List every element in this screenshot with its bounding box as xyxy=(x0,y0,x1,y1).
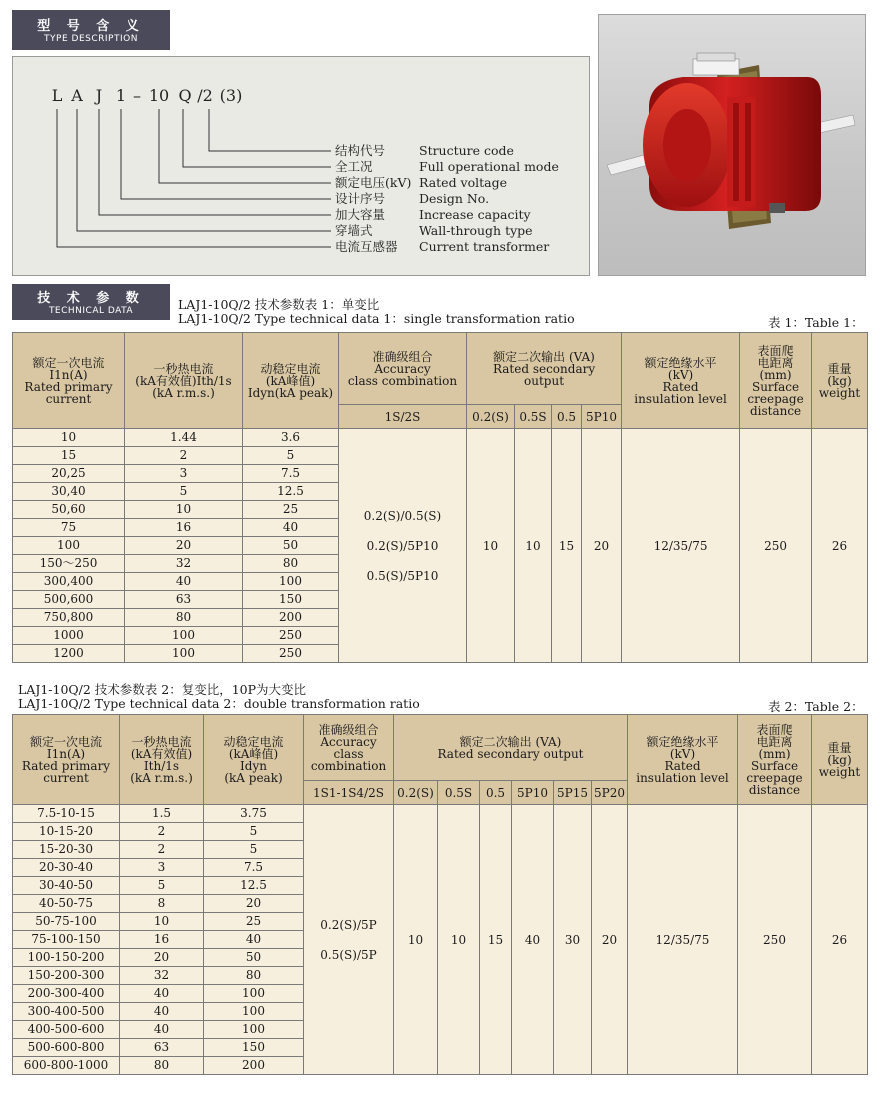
t2-output-value-4: 40 xyxy=(512,805,554,1075)
thermal-current-cell: 2 xyxy=(120,823,204,841)
primary-current-cell: 150～250 xyxy=(13,555,125,573)
dynamic-current-cell: 5 xyxy=(204,823,304,841)
t1-output-value-2: 10 xyxy=(515,429,552,663)
t2-header-output-05s: 0.5S xyxy=(438,781,480,805)
primary-current-cell: 1000 xyxy=(13,627,125,645)
t1-header-primary-line: I1n(A) xyxy=(49,367,88,382)
dynamic-current-cell: 20 xyxy=(204,895,304,913)
t1-header-output-5p10: 5P10 xyxy=(582,405,622,429)
table-row xyxy=(13,429,868,447)
t1-header-insulation-line: (kV) xyxy=(667,367,694,382)
t1-weight-value: 26 xyxy=(812,429,868,663)
dynamic-current-cell: 100 xyxy=(204,1003,304,1021)
t2-output-value-5: 30 xyxy=(554,805,592,1075)
t2-header-insulation-level xyxy=(628,715,738,805)
model-code-leader-line xyxy=(77,109,331,231)
technical-data-title-en: TECHNICAL DATA xyxy=(48,306,134,316)
primary-current-cell: 50-75-100 xyxy=(13,913,120,931)
model-code-panel xyxy=(12,56,590,276)
dynamic-current-cell: 5 xyxy=(243,447,339,465)
t1-header-dynamic-line: 动稳定电流 xyxy=(260,361,321,376)
t2-header-dynamic-line: (kA峰值) xyxy=(228,746,279,761)
t2-header-dynamic-current xyxy=(204,715,304,805)
thermal-current-cell: 8 xyxy=(120,895,204,913)
thermal-current-cell: 2 xyxy=(120,841,204,859)
t1-header-insulation-line: insulation level xyxy=(634,391,727,406)
t1-output-value-3: 15 xyxy=(552,429,582,663)
technical-data-table-2 xyxy=(12,714,868,1075)
thermal-current-cell: 32 xyxy=(125,555,243,573)
model-code-item-en: Current transformer xyxy=(419,239,550,254)
dynamic-current-cell: 250 xyxy=(243,645,339,663)
primary-current-cell: 100-150-200 xyxy=(13,949,120,967)
product-photo xyxy=(598,14,866,276)
t1-header-dynamic-line: (kA峰值) xyxy=(265,373,316,388)
model-code-item-en: Structure code xyxy=(419,143,514,158)
primary-current-cell: 75 xyxy=(13,519,125,537)
t2-header-thermal-line: 一秒热电流 xyxy=(131,734,192,749)
model-code-leader-line xyxy=(183,109,331,167)
t2-header-accuracy-line: Accuracy xyxy=(320,734,377,749)
t2-header-creepage-line: distance xyxy=(748,782,801,797)
t2-header-weight-line: (kg) xyxy=(827,752,852,767)
thermal-current-cell: 10 xyxy=(125,501,243,519)
t1-header-primary-current xyxy=(13,333,125,429)
dynamic-current-cell: 200 xyxy=(204,1057,304,1075)
t2-header-creepage-line: creepage xyxy=(746,770,803,785)
primary-current-cell: 750,800 xyxy=(13,609,125,627)
model-code-item-cn: 设计序号 xyxy=(335,191,386,206)
t1-header-dynamic-current xyxy=(243,333,339,429)
dynamic-current-cell: 5 xyxy=(204,841,304,859)
table1-caption-cn: LAJ1-10Q/2 技术参数表 1：单变比 xyxy=(178,297,380,312)
dynamic-current-cell: 25 xyxy=(204,913,304,931)
model-code-item-cn: 加大容量 xyxy=(335,207,386,222)
type-description-title-cn: 型 号 含 义 xyxy=(37,19,145,34)
t2-header-creepage-line: 电距离 xyxy=(756,734,793,749)
dynamic-current-cell: 100 xyxy=(204,985,304,1003)
t2-header-weight-line: weight xyxy=(818,764,861,779)
t2-header-insulation-line: 额定绝缘水平 xyxy=(646,734,719,749)
primary-current-cell: 20,25 xyxy=(13,465,125,483)
dynamic-current-cell: 200 xyxy=(243,609,339,627)
t1-header-creepage-line: creepage xyxy=(747,391,804,406)
t1-header-output-02s: 0.2(S) xyxy=(467,405,515,429)
model-code-char: A xyxy=(71,86,83,105)
primary-current-cell: 50,60 xyxy=(13,501,125,519)
thermal-current-cell: 16 xyxy=(120,931,204,949)
thermal-current-cell: 1.44 xyxy=(125,429,243,447)
primary-current-cell: 15 xyxy=(13,447,125,465)
t2-header-output-5p15: 5P15 xyxy=(554,781,592,805)
t2-header-output-05: 0.5 xyxy=(480,781,512,805)
model-code-char: J xyxy=(95,86,103,105)
t1-header-insulation-line: Rated xyxy=(662,379,699,394)
t2-header-insulation-line: (kV) xyxy=(669,746,696,761)
t2-header-thermal-current xyxy=(120,715,204,805)
t2-header-output-line: 额定二次输出 (VA) xyxy=(459,734,562,749)
t1-header-output-line: output xyxy=(524,373,565,388)
t2-header-accuracy-sub: 1S1-1S4/2S xyxy=(304,781,394,805)
thermal-current-cell: 40 xyxy=(120,1021,204,1039)
t1-header-weight-line: weight xyxy=(818,385,861,400)
model-code-char: /2 xyxy=(197,86,213,105)
thermal-current-cell: 40 xyxy=(120,985,204,1003)
t1-header-accuracy-line: Accuracy xyxy=(374,361,431,376)
t2-header-dynamic-line: Idyn xyxy=(240,758,267,773)
thermal-current-cell: 40 xyxy=(125,573,243,591)
dynamic-current-cell: 12.5 xyxy=(204,877,304,895)
thermal-current-cell: 80 xyxy=(125,609,243,627)
dynamic-current-cell: 12.5 xyxy=(243,483,339,501)
model-code-leader-line xyxy=(57,109,331,247)
t1-header-dynamic-line: Idyn(kA peak) xyxy=(247,385,334,400)
thermal-current-cell: 80 xyxy=(120,1057,204,1075)
t1-header-creepage-line: (mm) xyxy=(759,367,792,382)
model-code-char: Q xyxy=(178,86,192,105)
table2-label: 表 2：Table 2： xyxy=(768,699,864,714)
primary-current-cell: 1200 xyxy=(13,645,125,663)
model-code-item-en: Rated voltage xyxy=(419,175,508,190)
table1-label: 表 1：Table 1： xyxy=(768,315,864,330)
t1-header-weight xyxy=(812,333,868,429)
thermal-current-cell: 16 xyxy=(125,519,243,537)
t2-output-value-6: 20 xyxy=(592,805,628,1075)
model-code-char: (3) xyxy=(219,86,243,105)
dynamic-current-cell: 40 xyxy=(243,519,339,537)
thermal-current-cell: 1.5 xyxy=(120,805,204,823)
dynamic-current-cell: 80 xyxy=(243,555,339,573)
model-code-char: L xyxy=(51,86,63,105)
primary-current-cell: 600-800-1000 xyxy=(13,1057,120,1075)
t1-header-creepage-line: 表面爬 xyxy=(757,343,794,358)
model-code-char: 1 xyxy=(115,86,127,105)
t2-header-thermal-line: (kA r.m.s.) xyxy=(130,770,193,785)
t2-header-thermal-line: Ith/1s xyxy=(143,758,180,773)
t2-header-primary-line: current xyxy=(43,770,89,785)
t1-header-accuracy-sub: 1S/2S xyxy=(339,405,467,429)
primary-current-cell: 7.5-10-15 xyxy=(13,805,120,823)
table2-caption-cn: LAJ1-10Q/2 技术参数表 2：复变比，10P为大变比 xyxy=(18,682,307,697)
t1-header-output-05s: 0.5S xyxy=(515,405,552,429)
t1-header-creepage-line: 电距离 xyxy=(757,355,794,370)
technical-data-header xyxy=(12,284,170,320)
dynamic-current-cell: 40 xyxy=(204,931,304,949)
t2-header-creepage-distance xyxy=(738,715,812,805)
model-code-item-en: Full operational mode xyxy=(419,159,559,174)
dynamic-current-cell: 25 xyxy=(243,501,339,519)
dynamic-current-cell: 50 xyxy=(204,949,304,967)
t2-header-output-5p20: 5P20 xyxy=(592,781,628,805)
t2-weight-value: 26 xyxy=(812,805,868,1075)
t2-header-creepage-line: Surface xyxy=(750,758,799,773)
t2-header-insulation-line: insulation level xyxy=(636,770,729,785)
dynamic-current-cell: 100 xyxy=(204,1021,304,1039)
t2-header-thermal-line: (kA有效值) xyxy=(130,746,193,761)
t1-header-insulation-level xyxy=(622,333,740,429)
t1-header-creepage-line: Surface xyxy=(751,379,800,394)
model-code-item-cn: 全工况 xyxy=(335,159,373,174)
t2-header-insulation-line: Rated xyxy=(664,758,701,773)
model-code-item-en: Design No. xyxy=(419,191,490,206)
dynamic-current-cell: 3.6 xyxy=(243,429,339,447)
t2-header-output-5p10: 5P10 xyxy=(512,781,554,805)
model-code-item-cn: 电流互感器 xyxy=(335,239,398,254)
primary-current-cell: 200-300-400 xyxy=(13,985,120,1003)
t1-header-primary-line: 额定一次电流 xyxy=(32,355,105,370)
thermal-current-cell: 63 xyxy=(125,591,243,609)
t2-header-dynamic-line: (kA peak) xyxy=(224,770,283,785)
model-code-item-en: Increase capacity xyxy=(419,207,531,222)
t2-header-primary-current xyxy=(13,715,120,805)
t1-header-output-05: 0.5 xyxy=(552,405,582,429)
primary-current-cell: 500,600 xyxy=(13,591,125,609)
dynamic-current-cell: 80 xyxy=(204,967,304,985)
t2-insulation-level: 12/35/75 xyxy=(628,805,738,1075)
model-code-char: – xyxy=(133,86,141,105)
dynamic-current-cell: 100 xyxy=(243,573,339,591)
thermal-current-cell: 5 xyxy=(120,877,204,895)
t2-header-output-line: Rated secondary output xyxy=(437,746,584,761)
table-row xyxy=(13,805,868,823)
t1-header-primary-line: Rated primary xyxy=(24,379,113,394)
t2-header-accuracy-class xyxy=(304,715,394,781)
t2-header-primary-line: Rated primary xyxy=(21,758,111,773)
thermal-current-cell: 20 xyxy=(125,537,243,555)
model-code-item-cn: 穿墙式 xyxy=(335,223,373,238)
dynamic-current-cell: 3.75 xyxy=(204,805,304,823)
dynamic-current-cell: 7.5 xyxy=(243,465,339,483)
model-code-item-cn: 额定电压(kV) xyxy=(335,175,412,190)
dynamic-current-cell: 250 xyxy=(243,627,339,645)
thermal-current-cell: 100 xyxy=(125,645,243,663)
primary-current-cell: 10 xyxy=(13,429,125,447)
primary-current-cell: 400-500-600 xyxy=(13,1021,120,1039)
dynamic-current-cell: 7.5 xyxy=(204,859,304,877)
t2-header-rated-output xyxy=(394,715,628,781)
technical-data-table-1 xyxy=(12,332,868,663)
t1-header-primary-line: current xyxy=(45,391,92,406)
thermal-current-cell: 2 xyxy=(125,447,243,465)
t2-header-accuracy-line: 准确级组合 xyxy=(318,722,379,737)
t1-output-value-4: 20 xyxy=(582,429,622,663)
thermal-current-cell: 10 xyxy=(120,913,204,931)
t2-header-primary-line: I1n(A) xyxy=(46,746,86,761)
type-description-title-en: TYPE DESCRIPTION xyxy=(44,34,138,44)
t1-header-accuracy-class xyxy=(339,333,467,405)
type-description-header xyxy=(12,10,170,50)
t2-header-primary-line: 额定一次电流 xyxy=(29,734,102,749)
primary-current-cell: 15-20-30 xyxy=(13,841,120,859)
t2-header-creepage-line: (mm) xyxy=(758,746,791,761)
t2-output-value-2: 10 xyxy=(438,805,480,1075)
t1-header-thermal-line: (kA r.m.s.) xyxy=(152,385,215,400)
accuracy-combination: 0.2(S)/5P10 xyxy=(366,538,439,553)
thermal-current-cell: 32 xyxy=(120,967,204,985)
accuracy-combination: 0.5(S)/5P10 xyxy=(366,568,439,583)
thermal-current-cell: 20 xyxy=(120,949,204,967)
primary-current-cell: 20-30-40 xyxy=(13,859,120,877)
transformer-illustration xyxy=(599,15,866,276)
t2-header-accuracy-line: combination xyxy=(310,758,387,773)
t1-header-thermal-current xyxy=(125,333,243,429)
t1-header-weight-line: (kg) xyxy=(827,373,852,388)
table1-caption xyxy=(178,298,575,326)
t2-output-value-3: 15 xyxy=(480,805,512,1075)
t2-accuracy-combinations xyxy=(304,805,394,1075)
technical-data-title-cn: 技 术 参 数 xyxy=(37,291,145,306)
accuracy-combination: 0.2(S)/5P xyxy=(320,917,377,932)
model-code-char: 10 xyxy=(148,86,170,105)
t2-header-output-02s: 0.2(S) xyxy=(394,781,438,805)
table2-caption xyxy=(18,683,420,711)
thermal-current-cell: 3 xyxy=(120,859,204,877)
model-code-diagram xyxy=(13,57,591,277)
t1-accuracy-combinations xyxy=(339,429,467,663)
dynamic-current-cell: 50 xyxy=(243,537,339,555)
t1-header-output-line: Rated secondary xyxy=(492,361,596,376)
t1-header-weight-line: 重量 xyxy=(827,361,852,376)
primary-current-cell: 300-400-500 xyxy=(13,1003,120,1021)
thermal-current-cell: 63 xyxy=(120,1039,204,1057)
dynamic-current-cell: 150 xyxy=(243,591,339,609)
t2-header-creepage-line: 表面爬 xyxy=(756,722,793,737)
t2-header-accuracy-line: class xyxy=(333,746,364,761)
t1-header-thermal-line: (kA有效值)Ith/1s xyxy=(135,373,232,388)
t2-header-weight-line: 重量 xyxy=(827,740,852,755)
t2-header-dynamic-line: 动稳定电流 xyxy=(223,734,284,749)
dynamic-current-cell: 150 xyxy=(204,1039,304,1057)
primary-current-cell: 10-15-20 xyxy=(13,823,120,841)
accuracy-combination: 0.2(S)/0.5(S) xyxy=(363,508,442,523)
t1-header-accuracy-line: class combination xyxy=(347,373,458,388)
model-code-leader-line xyxy=(209,109,331,151)
thermal-current-cell: 40 xyxy=(120,1003,204,1021)
table1-caption-en: LAJ1-10Q/2 Type technical data 1：single transformation ratio xyxy=(178,311,575,326)
t1-header-rated-output xyxy=(467,333,622,405)
primary-current-cell: 500-600-800 xyxy=(13,1039,120,1057)
t1-header-creepage-distance xyxy=(740,333,812,429)
model-code-leader-line xyxy=(121,109,331,199)
t1-output-value-1: 10 xyxy=(467,429,515,663)
t2-creepage-distance: 250 xyxy=(738,805,812,1075)
primary-current-cell: 30,40 xyxy=(13,483,125,501)
thermal-current-cell: 100 xyxy=(125,627,243,645)
primary-current-cell: 150-200-300 xyxy=(13,967,120,985)
thermal-current-cell: 5 xyxy=(125,483,243,501)
t2-output-value-1: 10 xyxy=(394,805,438,1075)
t1-header-output-line: 额定二次输出 (VA) xyxy=(493,349,595,364)
t1-creepage-distance: 250 xyxy=(740,429,812,663)
t1-header-thermal-line: 一秒热电流 xyxy=(153,361,214,376)
model-code-item-en: Wall-through type xyxy=(419,223,533,238)
primary-current-cell: 100 xyxy=(13,537,125,555)
t1-header-creepage-line: distance xyxy=(749,403,802,418)
primary-current-cell: 300,400 xyxy=(13,573,125,591)
primary-current-cell: 40-50-75 xyxy=(13,895,120,913)
primary-current-cell: 30-40-50 xyxy=(13,877,120,895)
t1-header-insulation-line: 额定绝缘水平 xyxy=(644,355,717,370)
table2-caption-en: LAJ1-10Q/2 Type technical data 2：double transformation ratio xyxy=(18,696,420,711)
thermal-current-cell: 3 xyxy=(125,465,243,483)
t1-header-accuracy-line: 准确级组合 xyxy=(372,349,433,364)
t2-header-weight xyxy=(812,715,868,805)
model-code-leader-line xyxy=(159,109,331,183)
t1-insulation-level: 12/35/75 xyxy=(622,429,740,663)
model-code-item-cn: 结构代号 xyxy=(335,143,386,158)
accuracy-combination: 0.5(S)/5P xyxy=(320,947,377,962)
primary-current-cell: 75-100-150 xyxy=(13,931,120,949)
